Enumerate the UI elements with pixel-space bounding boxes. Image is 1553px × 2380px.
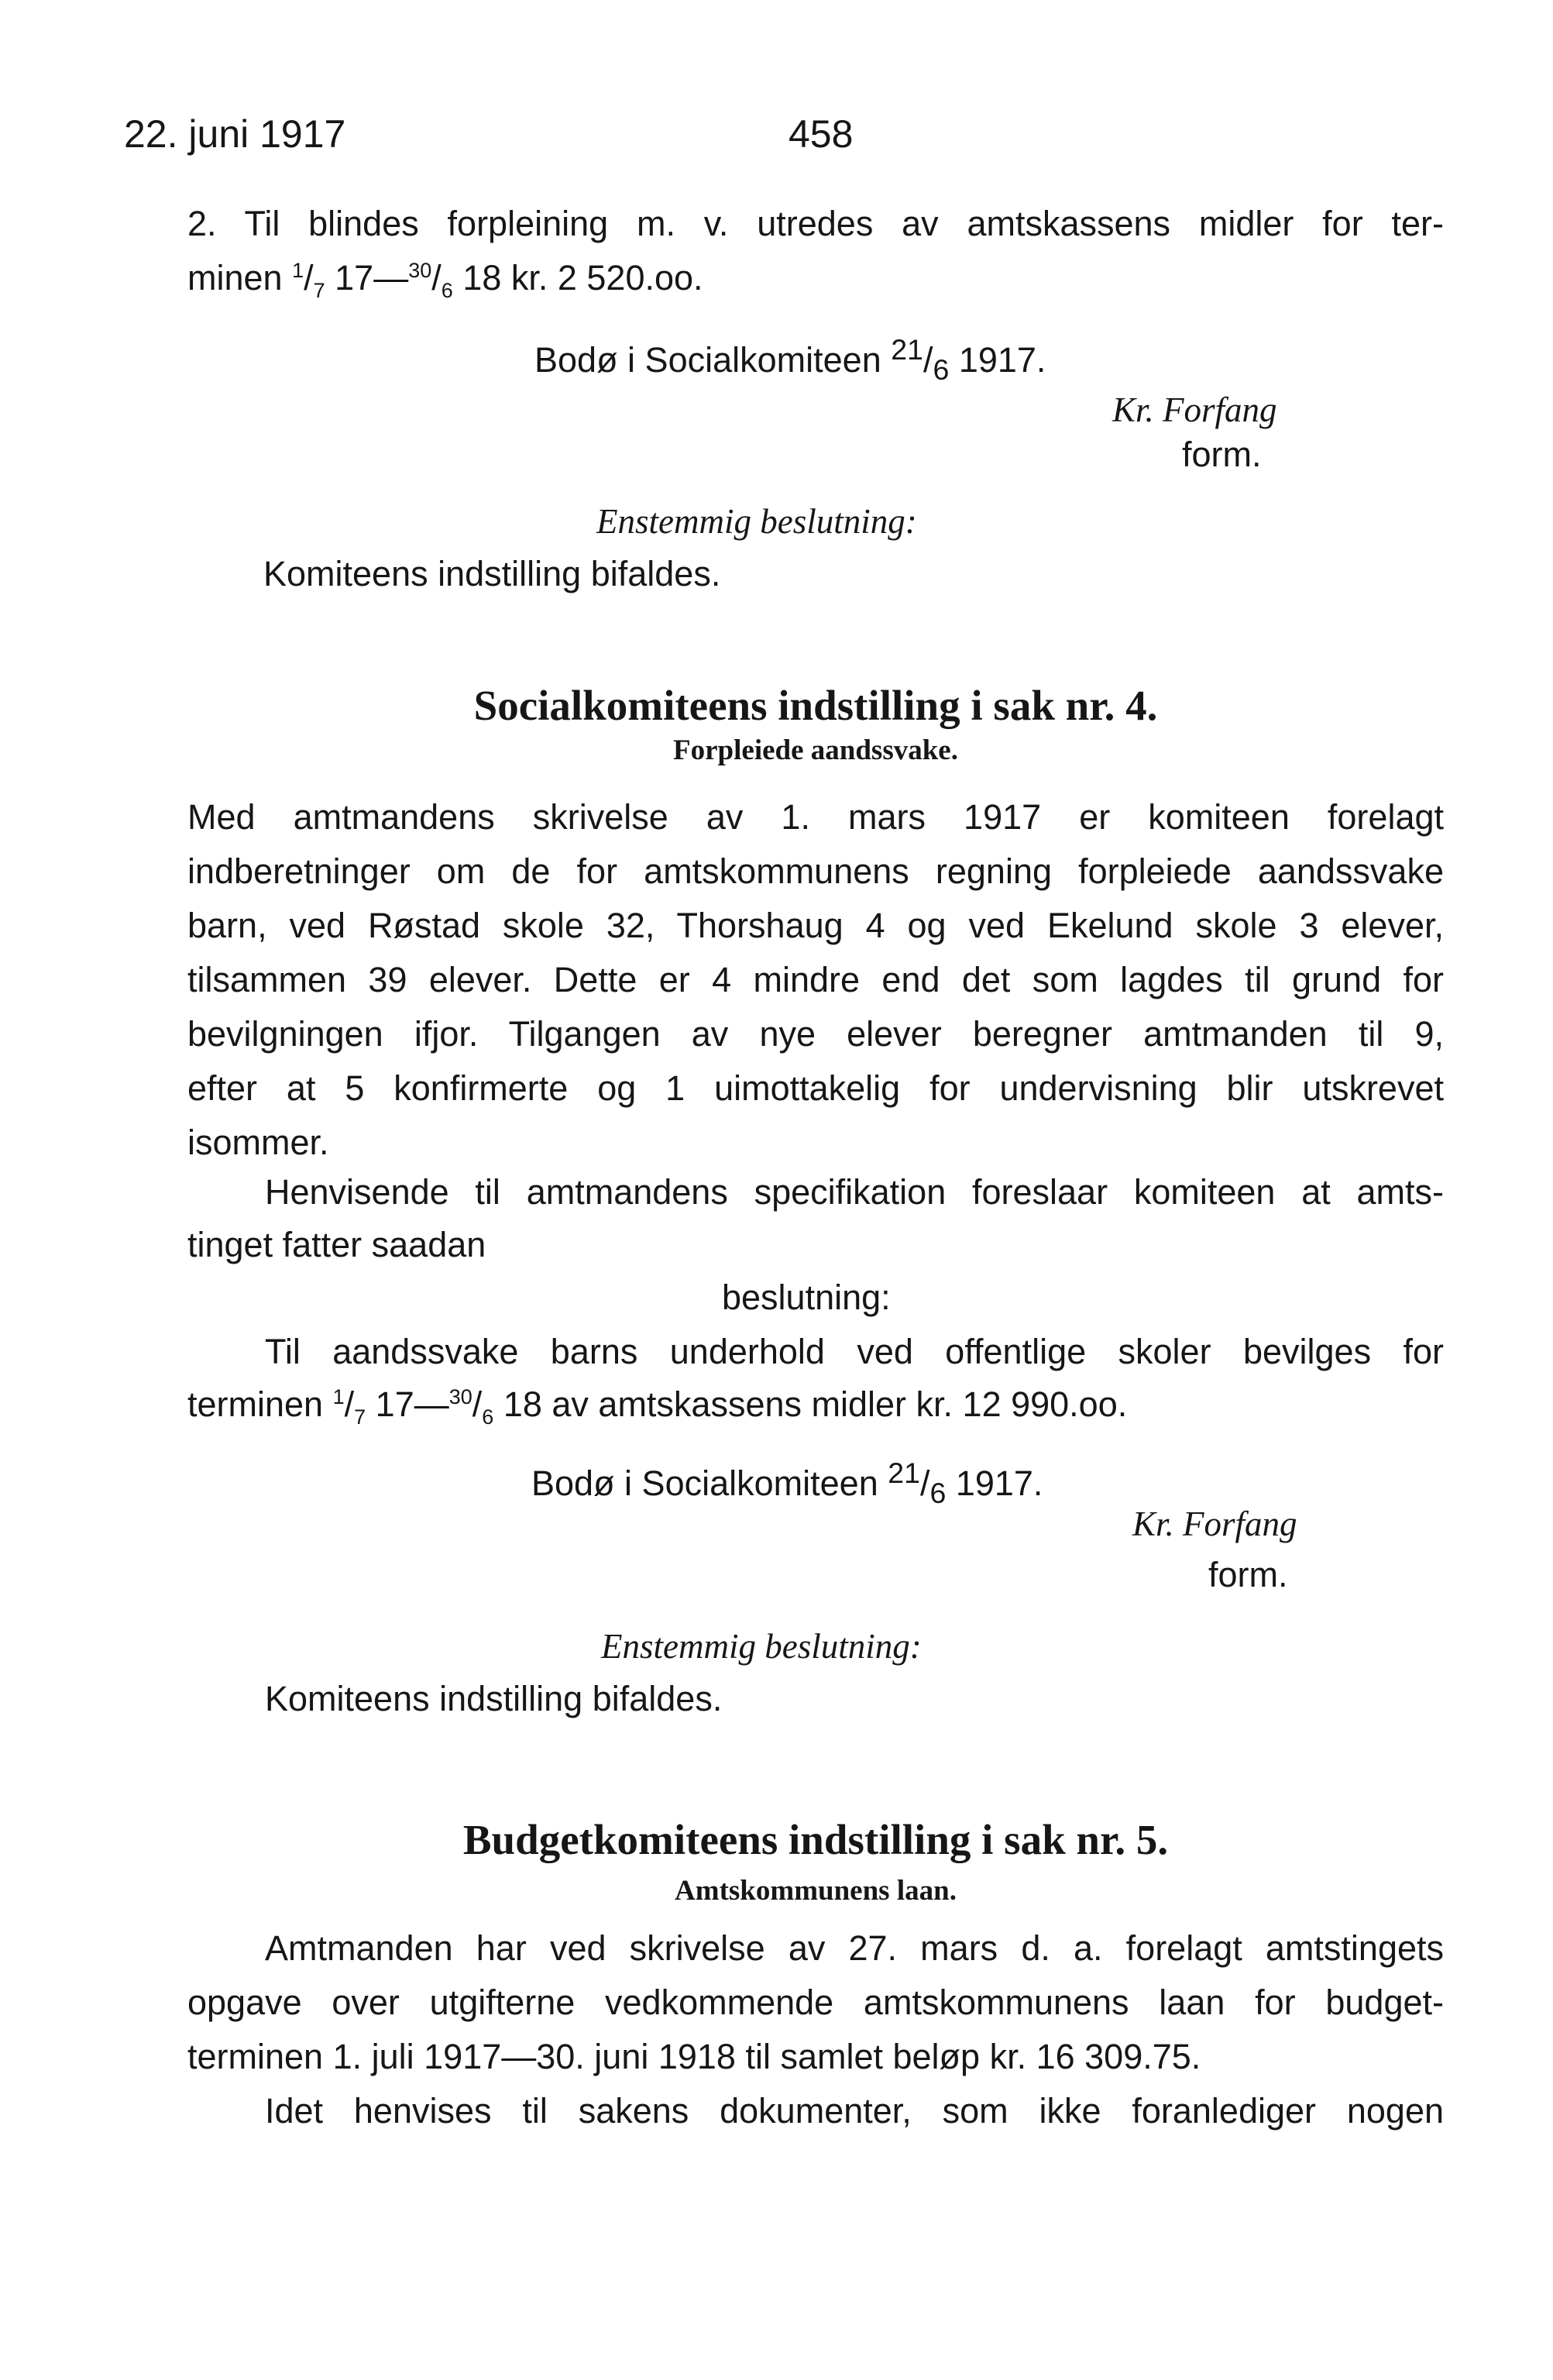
- section4-subtitle: Forpleiede aandssvake.: [673, 734, 958, 766]
- section4-title: Socialkomiteens indstilling i sak nr. 4.: [473, 682, 1158, 729]
- section4-resolution-line1: Til aandssvake barns underhold ved offentlige skoler bevilges for: [265, 1332, 1444, 1371]
- item2-decision-text: Komiteens indstilling bifaldes.: [263, 554, 721, 593]
- section5-para1-line1: Amtmanden har ved skrivelse av 27. mars d. a. forelagt amtstingets: [265, 1928, 1444, 1968]
- page-number: 458: [789, 112, 854, 156]
- section4-signer: Kr. Forfang: [1132, 1505, 1297, 1543]
- section4-decision-text: Komiteens indstilling bifaldes.: [265, 1679, 723, 1718]
- section4-para1-line5: bevilgningen ifjor. Tilgangen av nye elever beregner amtmanden til 9,: [187, 1014, 1444, 1054]
- section4-para1-line6: efter at 5 konfirmerte og 1 uimottakelig for undervisning blir utskrevet: [187, 1068, 1444, 1108]
- section5-title: Budgetkomiteens indstilling i sak nr. 5.: [462, 1816, 1169, 1863]
- section4-resolution-line2: terminen $^1/_7$ $17—^{30}/_6$ 18 av amtskassens midler kr. 12 990.oo.: [187, 1384, 1128, 1429]
- section4-para1-line4: tilsammen 39 elever. Dette er 4 mindre end det som lagdes til grund for: [187, 960, 1444, 999]
- item2-place-date: Bodø i Socialkomiteen $^{21}/_6$ 1917.: [534, 333, 1046, 386]
- item2-decision-heading: Enstemmig beslutning:: [596, 502, 917, 541]
- section4-para1-line2: indberetninger om de for amtskommunens regning forpleiede aandssvake: [187, 851, 1444, 891]
- section5-para1-line3: terminen 1. juli 1917—30. juni 1918 til samlet beløp kr. 16 309.75.: [187, 2037, 1201, 2076]
- section4-para1-line7: isommer.: [187, 1123, 329, 1162]
- section5-para1-line2: opgave over utgifterne vedkommende amtskommunens laan for budget-: [187, 1983, 1444, 2022]
- section4-decision-heading: Enstemmig beslutning:: [601, 1627, 922, 1666]
- section4-para2-line1: Henvisende til amtmandens specifikation foreslaar komiteen at amts-: [265, 1172, 1444, 1212]
- page-header-date: 22. juni 1917: [124, 112, 346, 156]
- item2-signer: Kr. Forfang: [1112, 390, 1277, 429]
- section5-para2-line1: Idet henvises til sakens dokumenter, som ikke foranlediger nogen: [265, 2091, 1444, 2131]
- section4-para1-line3: barn, ved Røstad skole 32, Thorshaug 4 og ved Ekelund skole 3 elever,: [187, 906, 1444, 945]
- section5-subtitle: Amtskommunens laan.: [675, 1875, 957, 1907]
- item2-line2: minen $^1/_7$ $17—^{30}/_6$ 18 kr. 2 520.oo.: [187, 258, 703, 302]
- item2-line1: 2. Til blindes forpleining m. v. utredes av amtskassens midler for ter-: [187, 204, 1444, 243]
- section4-signer-role: form.: [1208, 1555, 1288, 1594]
- section4-place-date: Bodø i Socialkomiteen $^{21}/_6$ 1917.: [531, 1457, 1043, 1509]
- section4-resolution-label: beslutning:: [722, 1278, 891, 1317]
- item2-signer-role: form.: [1182, 435, 1262, 474]
- section4-para1-line1: Med amtmandens skrivelse av 1. mars 1917 er komiteen forelagt: [187, 797, 1444, 837]
- section4-para2-line2: tinget fatter saadan: [187, 1225, 486, 1264]
